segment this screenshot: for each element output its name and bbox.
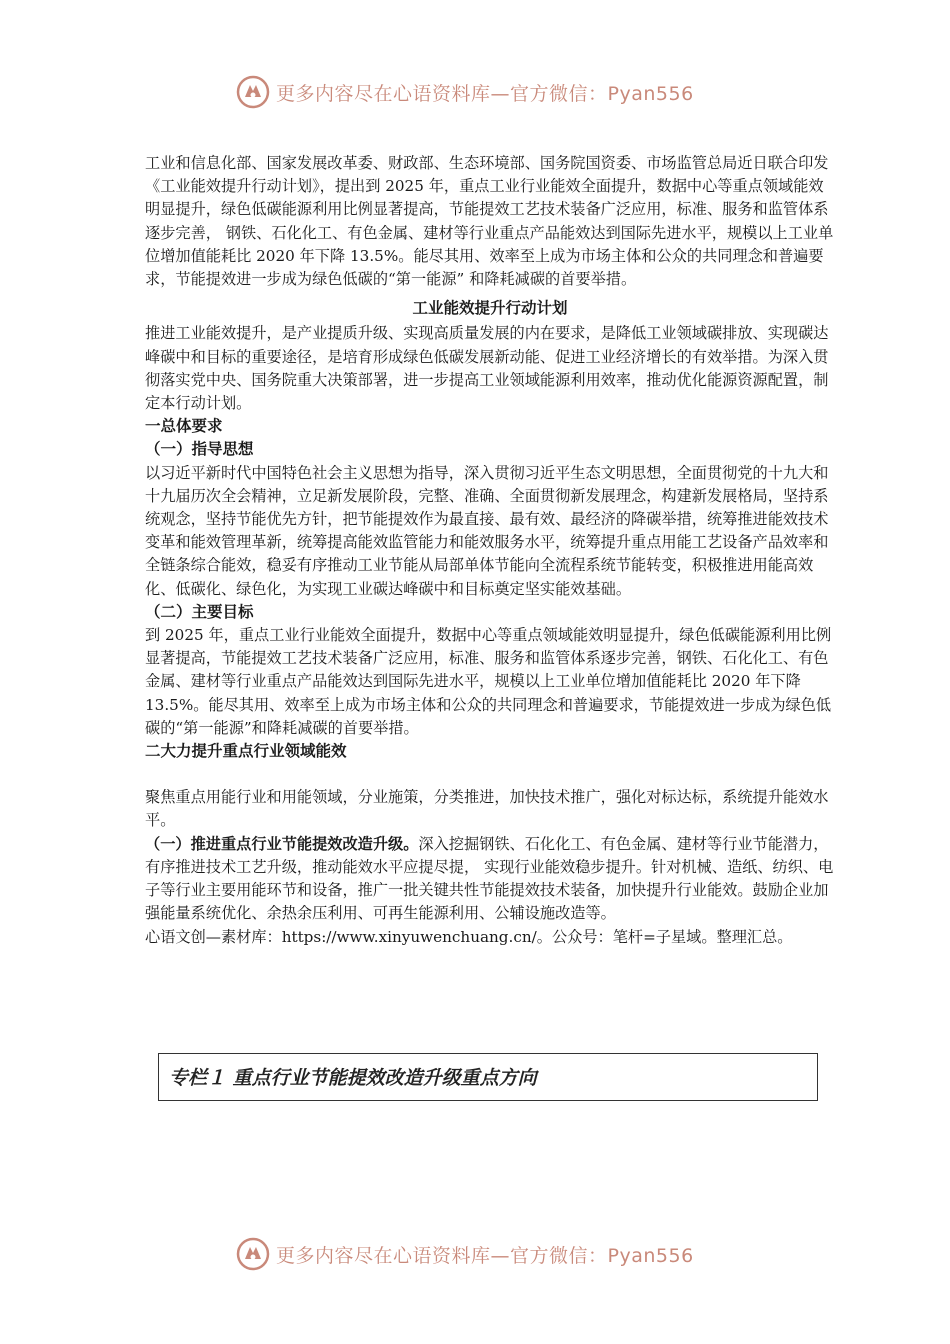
fox-circle-logo-icon — [236, 75, 270, 109]
spacer — [145, 763, 835, 786]
source-note: 心语文创—素材库：https://www.xinyuwenchuang.cn/。公众号：笔杆=子星域。整理汇总。 — [145, 927, 793, 946]
section1-sub1-heading: （一）指导思想 — [145, 440, 254, 459]
section1-sub2-text: 到 2025 年，重点工业行业能效全面提升，数据中心等重点领域能效明显提升，绿色低碳能源利用比例显著提高，节能提效工艺技术装备广泛应用，标准、服务和监管体系逐步完善，钢铁、石化化工、有色金属、建材等行业重点产品能效达到国际先进水平，规模以上工业单位增加值能耗比 2020 年下降 13.5%。能尽其用、效率至上成为市场主体和公众的共同理念和普遍要求，节能提效进一步成为绿色低碳的“第一能源”和降耗减碳的首要举措。 — [145, 626, 832, 737]
preamble-paragraph: 推进工业能效提升，是产业提质升级、实现高质量发展的内在要求，是降低工业领域碳排放、实现碳达峰碳中和目标的重要途径，是培育形成绿色低碳发展新动能、促进工业经济增长的有效举措。为深入贯彻落实党中央、国务院重大决策部署，进一步提高工业领域能源利用效率，推动优化能源资源配置，制定本行动计划。 — [145, 324, 829, 413]
section1-sub1-text: 以习近平新时代中国特色社会主义思想为指导，深入贯彻习近平生态文明思想，全面贯彻党的十九大和十九届历次全会精神，立足新发展阶段，完整、准确、全面贯彻新发展理念，构建新发展格局，坚持系统观念，坚持节能优先方针，把节能提效作为最直接、最有效、最经济的降碳举措，统筹推进能效技术变革和能效管理革新，统筹提高能效监管能力和能效服务水平，统筹提升重点用能工艺设备产品效率和全链条综合能效，稳妥有序推动工业节能从局部单体节能向全流程系统节能转变，积极推进用能高效化、低碳化、绿色化，为实现工业碳达峰碳中和目标奠定坚实能效基础。 — [145, 463, 829, 598]
section2-sub1-heading: （一）推进重点行业节能提效改造升级。 — [145, 834, 419, 853]
banner-text: 更多内容尽在心语资料库—官方微信：Pyan556 — [276, 1244, 694, 1267]
section2-sub1 — [145, 833, 835, 926]
document-body — [145, 152, 835, 949]
banner-text: 更多内容尽在心语资料库—官方微信：Pyan556 — [276, 82, 694, 105]
column-box-title: 专栏１ 重点行业节能提效改造升级重点方向 — [169, 1067, 537, 1089]
section1-heading: 一总体要求 — [145, 417, 223, 436]
intro-paragraph: 工业和信息化部、国家发展改革委、财政部、生态环境部、国务院国资委、市场监管总局近日联合印发《工业能效提升行动计划》，提出到 2025 年，重点工业行业能效全面提升，数据中心等重点领域能效明显提升，绿色低碳能源利用比例显著提高，节能提效工艺技术装备广泛应用，标准、服务和监管体系逐步完善， 钢铁、石化化工、有色金属、建材等行业重点产品能效达到国际先进水平，规模以上工业单位增加值能耗比 2020 年下降 13.5%。能尽其用、效率至上成为市场主体和公众的共同理念和普遍要求，节能提效进一步成为绿色低碳的“第一能源” 和降耗减碳的首要举措。 — [145, 154, 834, 289]
header-banner — [236, 72, 736, 112]
column-box — [158, 1053, 818, 1101]
section2-sub1-text: 深入挖掘钢铁、石化化工、有色金属、建材等行业节能潜力，有序推进技术工艺升级，推动能效水平应提尽提， 实现行业能效稳步提升。针对机械、造纸、纺织、电子等行业主要用能环节和设备，推广一批关键共性节能提效技术装备，加快提升行业能效。鼓励企业加强能量系统优化、余热余压利用、可再生能源利用、公辅设施改造等。 — [145, 834, 834, 923]
footer-banner — [236, 1234, 736, 1274]
section2-intro: 聚焦重点用能行业和用能领域，分业施策，分类推进，加快技术推广，强化对标达标，系统提升能效水平。 — [145, 788, 829, 830]
section1-sub2-heading: （二）主要目标 — [145, 602, 254, 621]
fox-circle-logo-icon — [236, 1237, 270, 1271]
document-title: 工业能效提升行动计划 — [412, 299, 568, 318]
section2-heading: 二大力提升重点行业领域能效 — [145, 742, 347, 761]
